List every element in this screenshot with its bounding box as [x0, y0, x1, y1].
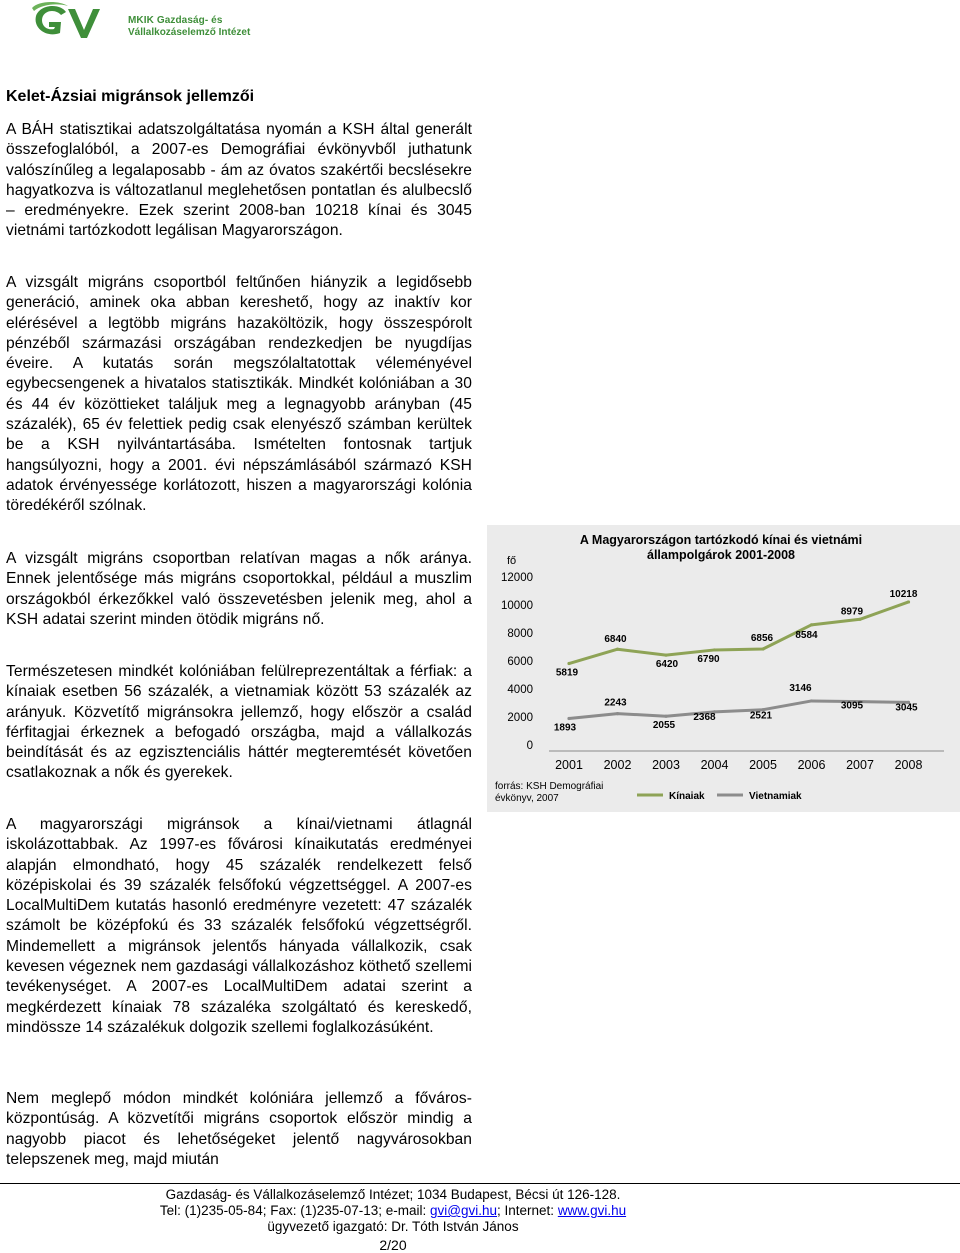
chart-x-tick-label: 2001 [555, 758, 583, 772]
chart-data-label: 2055 [652, 720, 676, 732]
chart-x-tick-label: 2007 [846, 758, 874, 772]
chart-data-label: 6420 [655, 659, 679, 671]
chart-x-tick-label: 2006 [797, 758, 826, 772]
chart-y-tick-label: 0 [526, 740, 533, 752]
chart-y-tick-label: 8000 [507, 628, 533, 640]
footer-website-link[interactable]: www.gvi.hu [557, 1203, 627, 1218]
chart-data-label: 2521 [749, 710, 773, 722]
chart-svg [487, 525, 960, 812]
paragraph-5: A magyarországi migránsok a kínai/vietnami átlagnál iskolázottabbak. Az 1997-es fővárosi kínaikutatás eredményei alapján elmondható, hogy 45 százalék rendelkezett felső középiskolai és 39 százalék felsőfokú végzettséggel. A 2007-es LocalMultiDem kutatás hasonló eredményre vezetett: 47 százalék számolt be középfokú és 33 százalék felsőfokú végzettségről. Mindemellett a migránsok jelentős hányada vállalkozik, csak kevesen végeznek nem gazdasági vállalkozáshoz köthető szellemi tevékenységet. A 2007-es LocalMultiDem adatai szerint a megkérdezett kínaiak 78 százaléka szolgáltató és kereskedő, mindössze 14 százalékuk dolgozik szellemi foglalkozásúként. [6, 816, 472, 1036]
chart-data-label: 2243 [604, 697, 627, 709]
gvi-logo-mark-icon [30, 2, 130, 44]
chart-y-tick-label: 6000 [507, 656, 533, 668]
chart-y-tick-label: 10000 [501, 600, 533, 612]
chart-data-point [664, 715, 667, 718]
paragraph-3: A vizsgált migráns csoportban relatívan magas a nők aránya. Ennek jelentősége más migráns csoportokkal, például a muszlim országokból érkezőkkel való összevetésben jelenik meg, ahol a KSH adatai szerint minden ötödik migráns nő. [6, 550, 472, 628]
chart-data-point [858, 618, 861, 621]
chart-data-label: 2368 [693, 711, 716, 723]
chart-data-label: 8584 [795, 629, 818, 641]
chart-y-tick-label: 4000 [507, 684, 533, 696]
paragraph-6: Nem meglepő módon mindkét kolóniára jellemző a főváros-központúság. A közvetítői migráns csoportok először mindig a nagyobb piacot és lehetőségeket jelentő nagyvárosokban telepszenek meg, majd miután [6, 1090, 472, 1168]
chart-x-tick-label: 2005 [749, 758, 777, 772]
logo-text-line1: MKIK Gazdaság- és [128, 15, 223, 26]
chart-data-label: 3146 [789, 682, 812, 694]
chart-x-tick-label: 2002 [603, 758, 632, 772]
chart-data-point [907, 600, 910, 603]
chart-data-label: 1893 [553, 722, 577, 734]
footer-director: ügyvezető igazgató: Dr. Tóth István János [267, 1219, 519, 1234]
footer-address: Gazdaság- és Vállalkozáselemző Intézet; 1034 Budapest, Bécsi út 126-128. [165, 1187, 621, 1202]
chart-y-tick-label: 2000 [507, 712, 533, 724]
footer-contact [0, 1203, 786, 1219]
chart-data-point [616, 712, 619, 715]
section-title: Kelet-Ázsiai migránsok jellemzői [6, 88, 255, 105]
chart-legend-label: Kínaiak [669, 791, 705, 802]
chart-x-tick-label: 2003 [652, 758, 680, 772]
chart-data-point [810, 623, 813, 626]
chart-source-line1: forrás: KSH Demográfiai [495, 781, 604, 792]
chart-y-label: fő [507, 555, 517, 567]
chart-data-point [810, 699, 813, 702]
chart-data-point [761, 647, 764, 650]
footer-email-link[interactable]: gvi@gvi.hu [430, 1203, 498, 1218]
chart-data-label: 8979 [840, 606, 864, 618]
chart-data-label: 10218 [889, 588, 918, 600]
footer-contact-mid: ; Internet: [497, 1203, 558, 1218]
chart-data-label: 6790 [697, 653, 720, 665]
chart-data-point [567, 717, 570, 720]
footer-divider [0, 1183, 960, 1184]
chart-title-line1: A Magyarországon tartózkodó kínai és vietnámi [579, 533, 863, 547]
chart-data-point [664, 654, 667, 657]
paragraph-4: Természetesen mindkét kolóniában felülreprezentáltak a férfiak: a kínaiak esetben 56 százalék, a vietnamiak között 53 százalék az arányuk. Közvetítő migránsokra jellemző, hogy először a család férfitagjai érkeznek a befogadó országba, majd a vállalkozás beindítását és az egzisztenciális háttér megteremtését követően csatlakoznak a nők és gyerekek. [6, 663, 472, 782]
chart-x-tick-label: 2008 [894, 758, 923, 772]
chart-source-line2: évkönyv, 2007 [495, 793, 559, 804]
chart-title-line2: állampolgárok 2001-2008 [647, 548, 795, 562]
gvi-logo [30, 2, 251, 44]
chart-data-point [713, 648, 716, 651]
chart-data-point [567, 662, 570, 665]
chart-data-label: 6856 [750, 633, 774, 645]
page-number: 2/20 [379, 1237, 407, 1253]
chart-data-label: 3095 [840, 700, 864, 712]
chart-data-label: 6840 [604, 634, 627, 646]
footer-contact-prefix: Tel: (1)235-05-84; Fax: (1)235-07-13; e-mail: [159, 1203, 431, 1218]
chart-x-tick-label: 2004 [700, 758, 729, 772]
chart-data-label: 3045 [895, 702, 918, 714]
chart-y-tick-label: 12000 [501, 572, 533, 584]
logo-text-line2: Vállalkozáselemző Intézet [128, 27, 251, 38]
paragraph-1: A BÁH statisztikai adatszolgáltatása nyomán a KSH által generált összefoglalóból, a 2007-es Demográfiai évkönyvből juthatunk valószínűleg a legalaposabb - ám az óvatos szakértői becslésekre hagyatkozva is változatlanul meglehetősen pontatlan és alulbecslő – eredményekre. Ezek szerint 2008-ban 10218 kínai és 3045 vietnámi tartózkodott legálisan Magyarországon. [6, 121, 472, 240]
migrant-population-chart [487, 525, 960, 812]
paragraph-2: A vizsgált migráns csoportból feltűnően hiányzik a legidősebb generáció, aminek oka abban kereshető, hogy az inaktív kor elérésével a legtöbb migráns hazaköltözik, hogy összespórolt pénzéből származási országában rendezkedjen be nyugdíjas éveire. A kutatás során megszólaltatottak véleményével egybecsengenek a hivatalos statisztikák. Mindkét kolóniában a 30 és 44 év közöttieket találjuk meg a legnagyobb arányban (45 százalék), 65 év felettiek pedig csak elenyésző számban kerültek be a KSH nyilvántartásába. Ismételten fontosnak tartjuk hangsúlyozni, hogy a 2001. évi népszámlásából származó KSH adatok érvényessége korlátozott, hiszen a magyarországi kolónia töredékéről szólnak. [6, 274, 472, 515]
chart-data-label: 5819 [555, 667, 579, 679]
chart-data-point [616, 648, 619, 651]
chart-legend-label: Vietnamiak [749, 791, 802, 802]
